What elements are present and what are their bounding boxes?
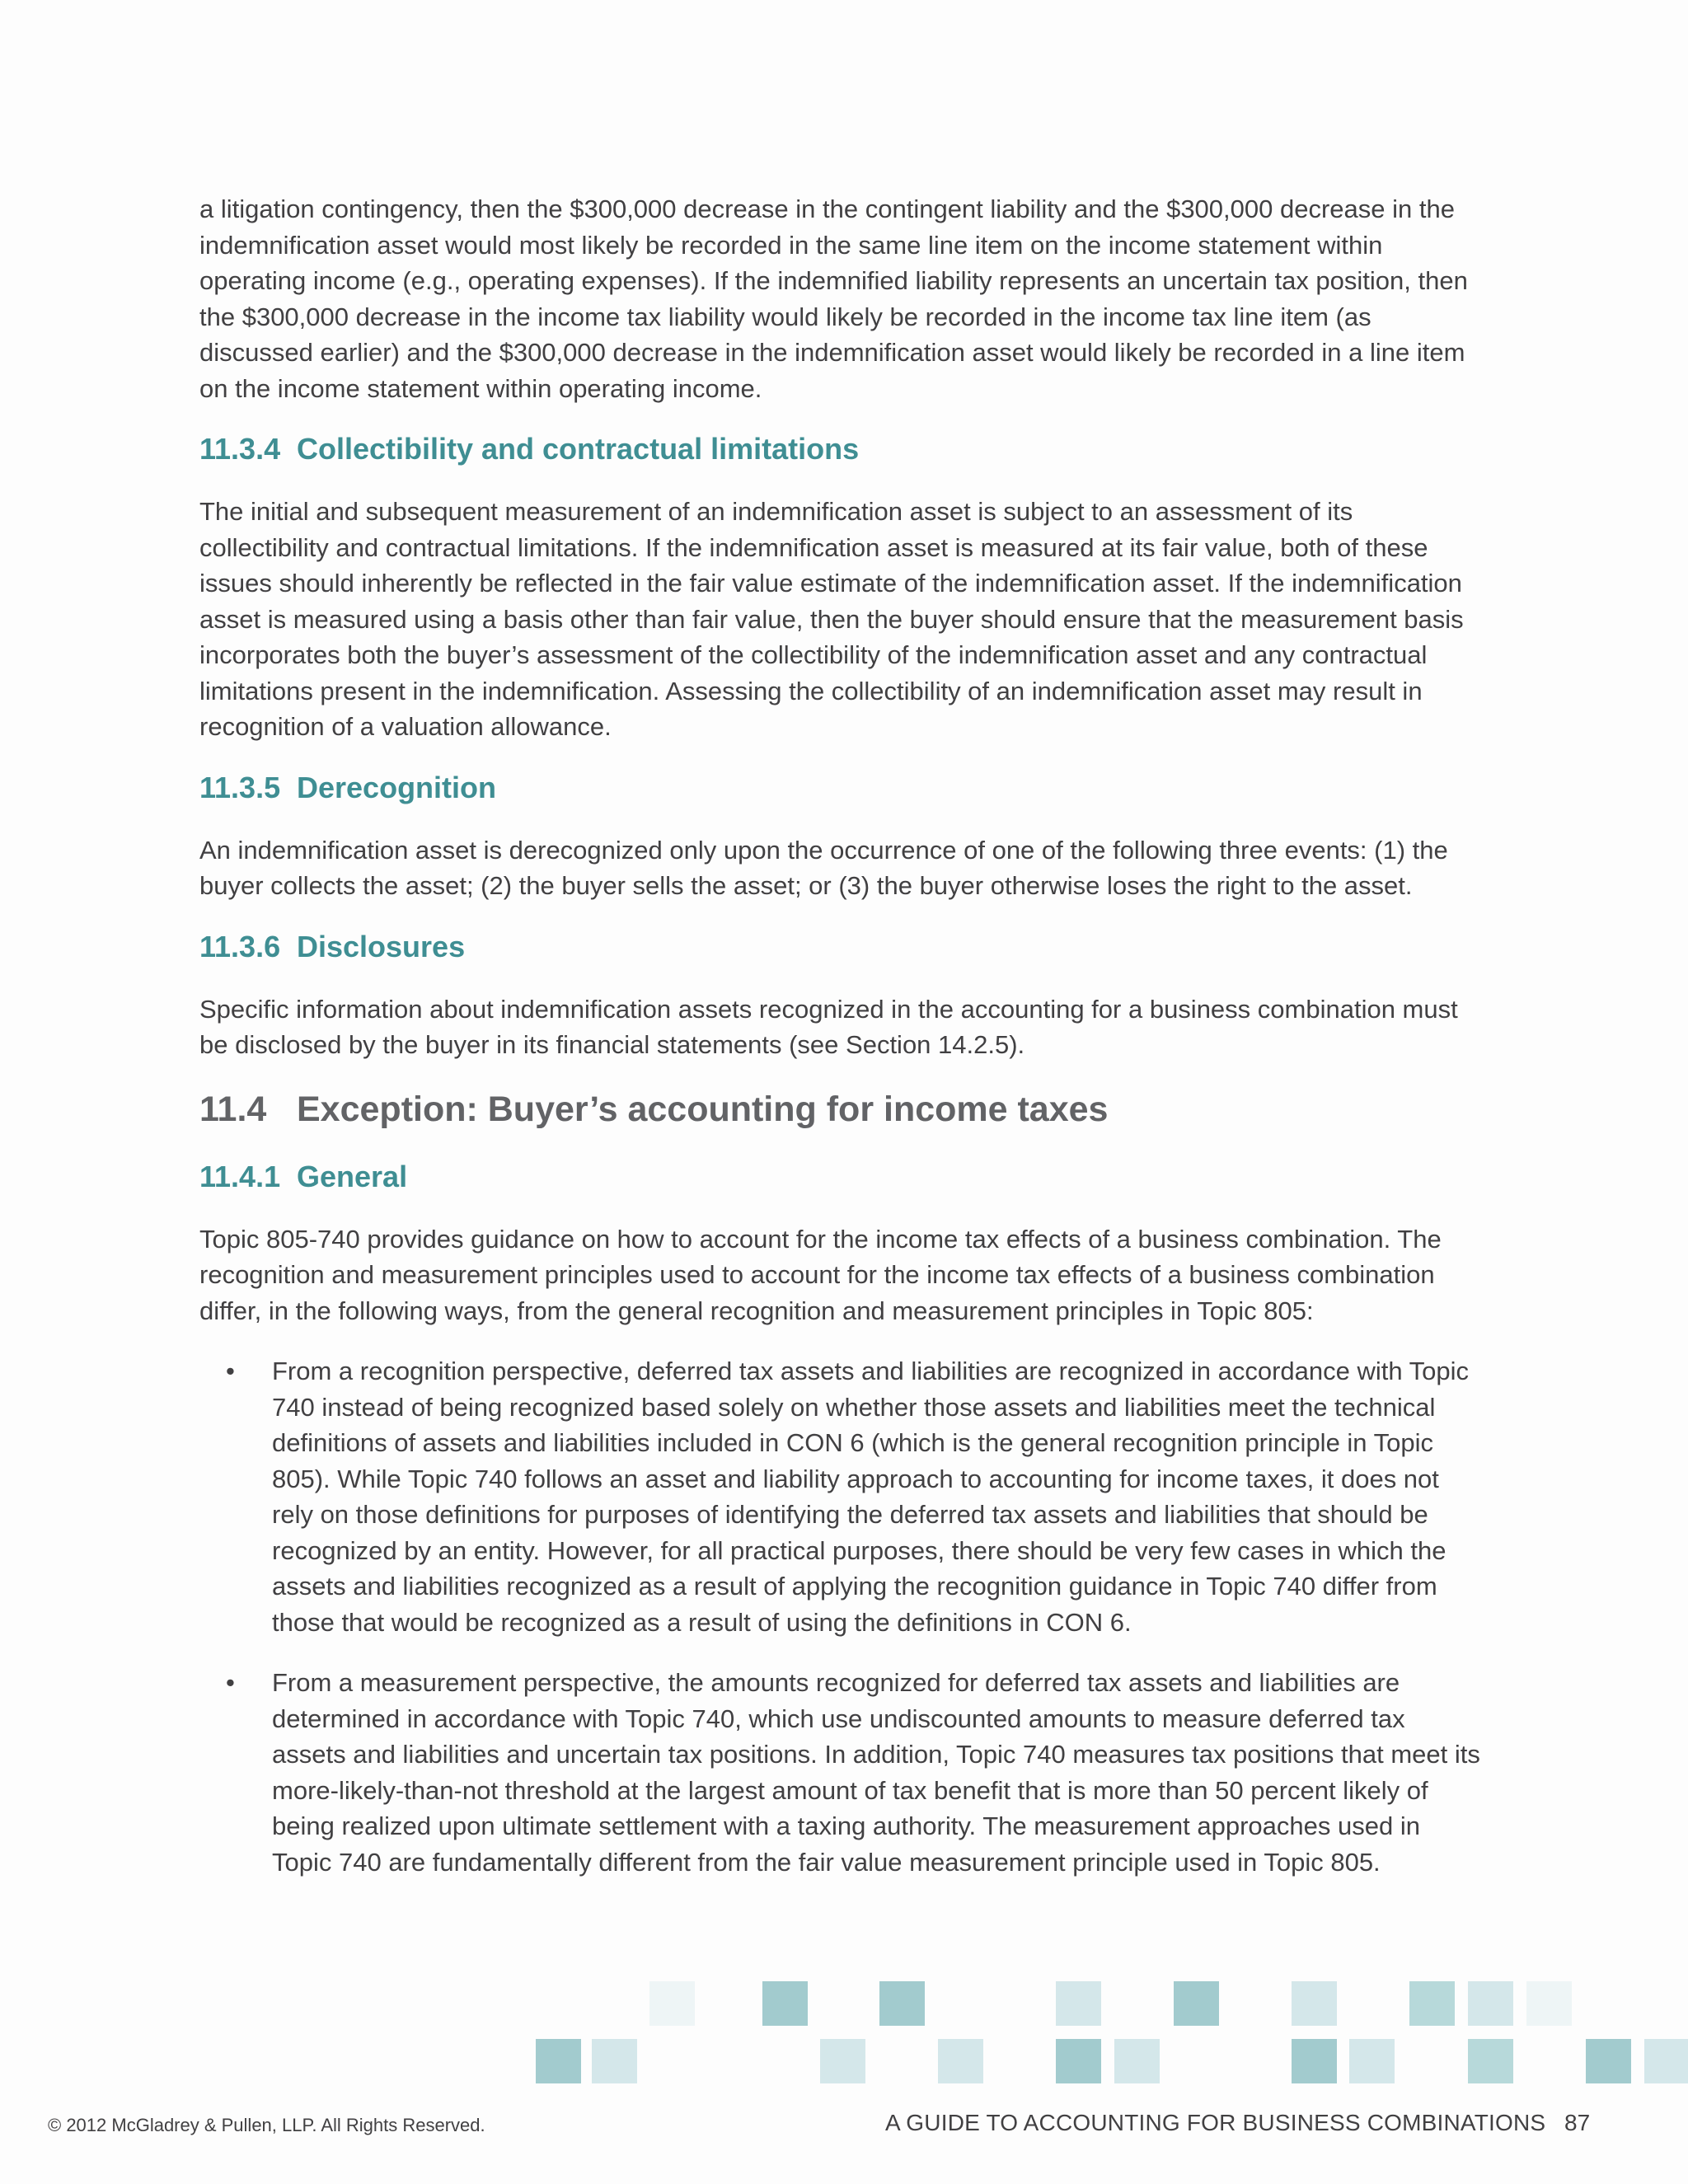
mosaic-tile <box>820 2039 865 2083</box>
heading-number: 11.3.4 <box>199 432 281 466</box>
mosaic-tile <box>1468 2039 1513 2083</box>
mosaic-tile <box>1644 2039 1688 2083</box>
mosaic-tile <box>592 2039 637 2083</box>
mosaic-tile <box>649 1981 695 2026</box>
page-content <box>199 191 1485 1905</box>
heading-number: 11.3.5 <box>199 770 281 804</box>
mosaic-tile <box>1056 1981 1101 2026</box>
mosaic-tile <box>762 1981 808 2026</box>
heading-title: Collectibility and contractual limitations <box>297 432 860 466</box>
footer-copyright: © 2012 McGladrey & Pullen, LLP. All Rights Reserved. <box>48 2115 485 2135</box>
page-number: 87 <box>1564 2110 1591 2135</box>
footer-guide-title: A GUIDE TO ACCOUNTING FOR BUSINESS COMBINATIONS <box>885 2110 1546 2135</box>
heading-number: 11.4 <box>199 1089 267 1129</box>
heading-number: 11.3.6 <box>199 929 281 963</box>
bullet-icon: • <box>226 1357 235 1385</box>
mosaic-tile <box>536 2039 581 2083</box>
heading-title: Disclosures <box>297 929 466 963</box>
heading-number: 11.4.1 <box>199 1159 281 1193</box>
mosaic-tile <box>1292 1981 1337 2026</box>
mosaic-tile <box>1292 2039 1337 2083</box>
body-11-3-4: The initial and subsequent measurement of an indemnification asset is subject to an assessment of its collectibility and contractual limitations. If the indemnification asset is measured at its fair value, both of these issues should inherently be reflected in the fair value estimate of the indemnification asset. If the indemnification asset is measured using a basis other than fair value, then the buyer should ensure that the measurement basis incorporates both the buyer’s assessment of the collectibility of the indemnification asset and any contractual limitations present in the indemnification. Assessing the collectibility of an indemnification asset may result in recognition of a valuation allowance. <box>199 497 1464 741</box>
mosaic-tile <box>1056 2039 1101 2083</box>
intro-paragraph: a litigation contingency, then the $300,000 decrease in the contingent liability and the $300,000 decrease in the indemnification asset would most likely be recorded in the same line item on the income statement within operating income (e.g., operating expenses). If the indemnified liability represents an uncertain tax position, then the $300,000 decrease in the income tax liability would likely be recorded in the income tax line item (as discussed earlier) and the $300,000 decrease in the indemnification asset would likely be recorded in a line item on the income statement within operating income. <box>199 194 1468 403</box>
body-11-4-1: Topic 805-740 provides guidance on how to account for the income tax effects of a business combination. The recognition and measurement principles used to account for the income tax effects of a business combination differ, in the following ways, from the general recognition and measurement principles in Topic 805: <box>199 1224 1442 1325</box>
heading-11-4 <box>199 1088 1485 1131</box>
list-item <box>199 1353 1485 1640</box>
heading-title: General <box>297 1159 408 1193</box>
mosaic-tile <box>879 1981 925 2026</box>
mosaic-tile <box>1114 2039 1160 2083</box>
mosaic-tile <box>1174 1981 1219 2026</box>
list-item <box>199 1665 1485 1880</box>
list-item-text: From a measurement perspective, the amounts recognized for deferred tax assets and liabilities are determined in accordance with Topic 740, which use undiscounted amounts to measure deferred tax assets and liabilities and uncertain tax positions. In addition, Topic 740 measures tax positions that meet its more-likely-than-not threshold at the largest amount of tax benefit that is more than 50 percent likely of being realized upon ultimate settlement with a taxing authority. The measurement approaches used in Topic 740 are fundamentally different from the fair value measurement principle used in Topic 805. <box>272 1668 1480 1877</box>
bullet-icon: • <box>226 1668 235 1697</box>
list-item-text: From a recognition perspective, deferred tax assets and liabilities are recognized in accordance with Topic 740 instead of being recognized based solely on whether those assets and liabilities meet the technical definitions of assets and liabilities included in CON 6 (which is the general recognition principle in Topic 805). While Topic 740 follows an asset and liability approach to accounting for income taxes, it does not rely on those definitions for purposes of identifying the deferred tax assets and liabilities that should be recognized by an entity. However, for all practical purposes, there should be very few cases in which the assets and liabilities recognized as a result of applying the recognition guidance in Topic 740 differ from those that would be recognized as a result of using the definitions in CON 6. <box>272 1357 1470 1637</box>
mosaic-tile <box>1586 2039 1631 2083</box>
mosaic-tile <box>1526 1981 1572 2026</box>
heading-11-3-5 <box>199 770 1485 806</box>
body-11-3-6: Specific information about indemnification assets recognized in the accounting for a business combination must be disclosed by the buyer in its financial statements (see Section 14.2.5). <box>199 994 1458 1059</box>
heading-title: Derecognition <box>297 770 497 804</box>
heading-title: Exception: Buyer’s accounting for income taxes <box>297 1089 1109 1129</box>
bullet-list <box>199 1353 1485 1880</box>
body-11-3-5: An indemnification asset is derecognized only upon the occurrence of one of the following three events: (1) the buyer collects the asset; (2) the buyer sells the asset; or (3) the buyer otherwise loses the right to the asset. <box>199 835 1448 900</box>
mosaic-tile <box>938 2039 983 2083</box>
mosaic-tile <box>1349 2039 1395 2083</box>
mosaic-tile <box>1409 1981 1455 2026</box>
mosaic-tile <box>1468 1981 1513 2026</box>
heading-11-3-4 <box>199 431 1485 467</box>
heading-11-4-1 <box>199 1159 1485 1195</box>
heading-11-3-6 <box>199 929 1485 965</box>
